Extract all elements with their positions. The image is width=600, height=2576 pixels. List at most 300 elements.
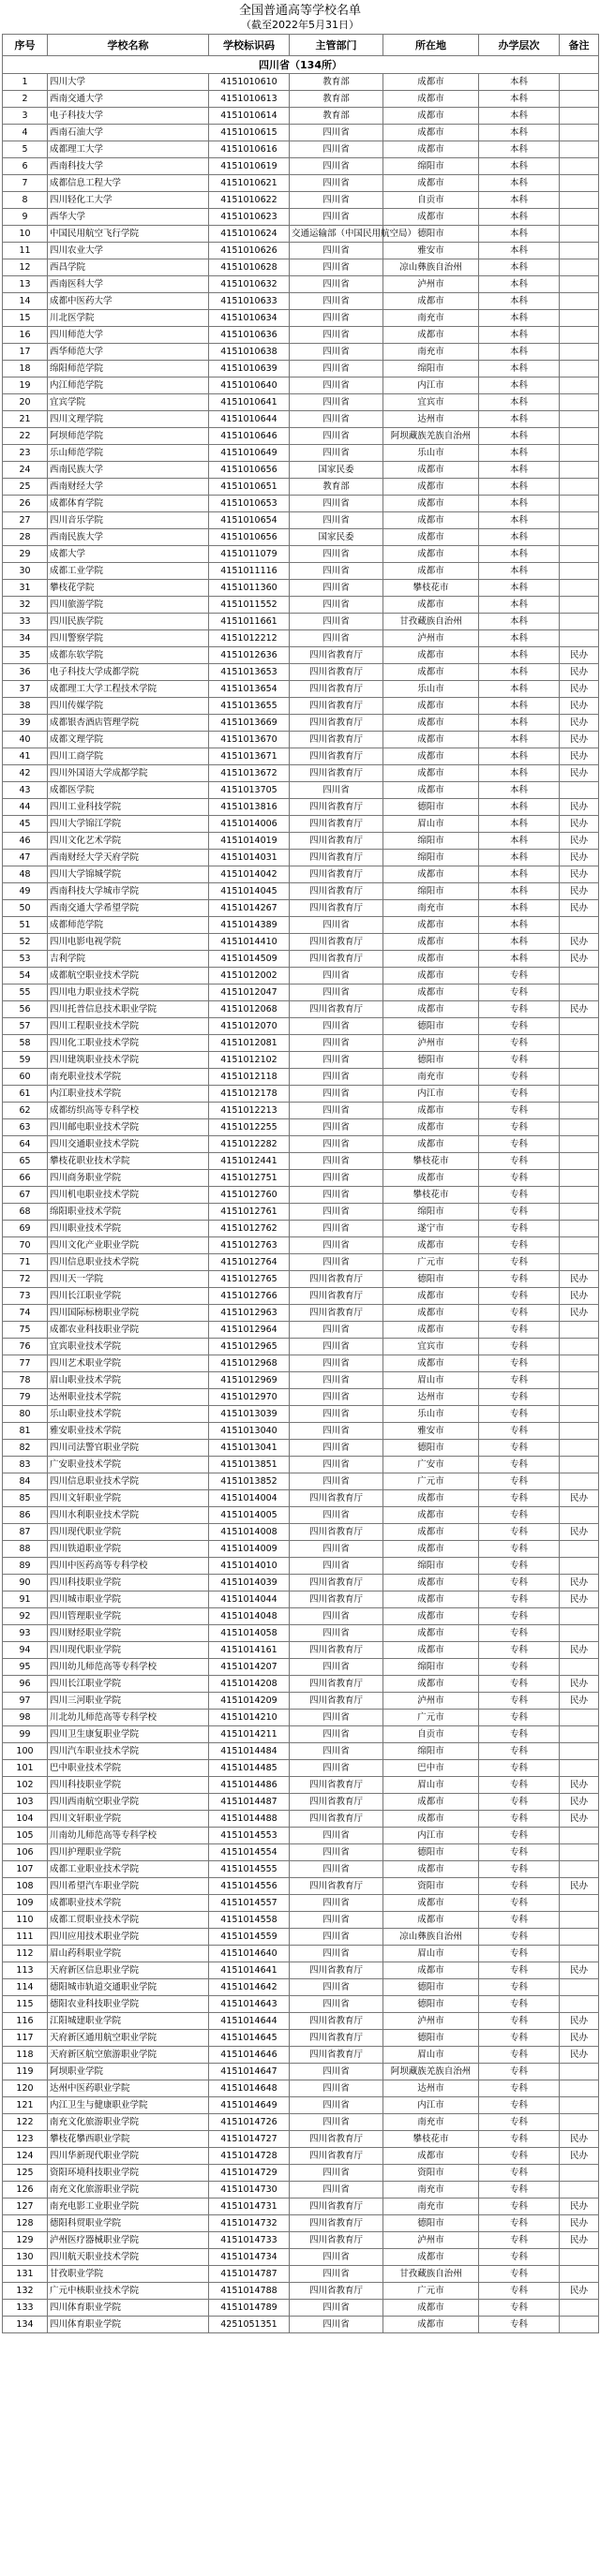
- cell-school-name: 四川艺术职业学院: [48, 1355, 209, 1372]
- cell-school-code: 4151012751: [209, 1170, 290, 1187]
- cell-school-name: 四川工商学院: [48, 748, 209, 765]
- cell-location: 成都市: [383, 1591, 479, 1608]
- cell-location: 成都市: [383, 512, 479, 529]
- cell-level: 专科: [479, 2182, 560, 2198]
- cell-index: 49: [3, 883, 48, 900]
- cell-index: 110: [3, 1912, 48, 1929]
- table-row: [3, 1895, 599, 1912]
- cell-location: 绵阳市: [383, 361, 479, 378]
- table-row: [3, 2232, 599, 2249]
- cell-authority: 四川省: [290, 1760, 383, 1777]
- cell-authority: 四川省: [290, 327, 383, 344]
- cell-index: 3: [3, 108, 48, 125]
- cell-remark: 民办: [560, 1591, 599, 1608]
- cell-school-code: 4151012070: [209, 1018, 290, 1035]
- cell-level: 专科: [479, 1962, 560, 1979]
- cell-authority: 四川省: [290, 1423, 383, 1440]
- cell-authority: 四川省: [290, 175, 383, 192]
- cell-location: 成都市: [383, 1119, 479, 1136]
- cell-school-name: 达州职业技术学院: [48, 1389, 209, 1406]
- table-row: [3, 2097, 599, 2114]
- cell-level: 专科: [479, 1103, 560, 1119]
- cell-school-name: 四川铁道职业学院: [48, 1541, 209, 1558]
- cell-location: 宜宾市: [383, 1339, 479, 1355]
- cell-remark: [560, 1136, 599, 1153]
- cell-location: 绵阳市: [383, 1204, 479, 1221]
- cell-school-code: 4151012282: [209, 1136, 290, 1153]
- cell-authority: 四川省教育厅: [290, 2047, 383, 2064]
- cell-school-code: 4151012255: [209, 1119, 290, 1136]
- cell-school-code: 4151014553: [209, 1828, 290, 1844]
- cell-remark: 民办: [560, 1811, 599, 1828]
- cell-school-name: 西南石油大学: [48, 125, 209, 141]
- table-row: [3, 2266, 599, 2283]
- cell-level: 本科: [479, 563, 560, 580]
- cell-authority: 四川省: [290, 1119, 383, 1136]
- cell-school-name: 四川文化产业职业学院: [48, 1237, 209, 1254]
- cell-location: 阿坝藏族羌族自治州: [383, 428, 479, 445]
- table-row: [3, 1693, 599, 1710]
- cell-location: 泸州市: [383, 2232, 479, 2249]
- cell-level: 专科: [479, 1086, 560, 1103]
- table-row: [3, 529, 599, 546]
- cell-school-name: 四川商务职业学院: [48, 1170, 209, 1187]
- cell-remark: [560, 1086, 599, 1103]
- table-row: [3, 765, 599, 782]
- cell-school-name: 成都农业科技职业学院: [48, 1322, 209, 1339]
- cell-school-code: 4151013852: [209, 1473, 290, 1490]
- table-row: [3, 1052, 599, 1069]
- cell-school-name: 德阳农业科技职业学院: [48, 1996, 209, 2013]
- cell-school-name: 四川卫生康复职业学院: [48, 1726, 209, 1743]
- cell-school-name: 眉山药科职业学院: [48, 1946, 209, 1962]
- cell-school-code: 4151010636: [209, 327, 290, 344]
- cell-remark: 民办: [560, 715, 599, 732]
- cell-level: 专科: [479, 1457, 560, 1473]
- cell-location: 成都市: [383, 1524, 479, 1541]
- cell-level: 专科: [479, 1659, 560, 1676]
- cell-remark: [560, 1541, 599, 1558]
- cell-school-name: 成都工业学院: [48, 563, 209, 580]
- cell-index: 74: [3, 1305, 48, 1322]
- university-table: [2, 34, 599, 2333]
- cell-remark: [560, 344, 599, 361]
- cell-level: 专科: [479, 1372, 560, 1389]
- cell-remark: [560, 496, 599, 512]
- cell-level: 本科: [479, 597, 560, 614]
- cell-school-code: 4151014644: [209, 2013, 290, 2030]
- cell-school-name: 四川邮电职业技术学院: [48, 1119, 209, 1136]
- cell-school-code: 4151014787: [209, 2266, 290, 2283]
- table-row: [3, 1743, 599, 1760]
- cell-level: 本科: [479, 833, 560, 850]
- cell-index: 109: [3, 1895, 48, 1912]
- cell-remark: [560, 1726, 599, 1743]
- cell-index: 132: [3, 2283, 48, 2300]
- cell-remark: 民办: [560, 681, 599, 698]
- cell-authority: 四川省: [290, 1743, 383, 1760]
- cell-location: 德阳市: [383, 226, 479, 243]
- table-row: [3, 1642, 599, 1659]
- cell-location: 内江市: [383, 1828, 479, 1844]
- cell-school-name: 四川现代职业学院: [48, 1642, 209, 1659]
- cell-school-name: 四川职业技术学院: [48, 1221, 209, 1237]
- cell-authority: 四川省: [290, 1912, 383, 1929]
- table-row: [3, 411, 599, 428]
- cell-level: 本科: [479, 327, 560, 344]
- cell-authority: 四川省: [290, 597, 383, 614]
- cell-school-code: 4151014555: [209, 1861, 290, 1878]
- cell-location: 成都市: [383, 866, 479, 883]
- table-row: [3, 664, 599, 681]
- cell-school-code: 4151014642: [209, 1979, 290, 1996]
- cell-level: 本科: [479, 799, 560, 816]
- cell-school-code: 4151014788: [209, 2283, 290, 2300]
- cell-authority: 四川省教育厅: [290, 2131, 383, 2148]
- cell-level: 专科: [479, 1507, 560, 1524]
- cell-remark: [560, 1457, 599, 1473]
- cell-school-code: 4151014646: [209, 2047, 290, 2064]
- cell-level: 专科: [479, 2317, 560, 2333]
- cell-school-name: 广安职业技术学院: [48, 1457, 209, 1473]
- cell-index: 68: [3, 1204, 48, 1221]
- cell-remark: [560, 91, 599, 108]
- cell-remark: 民办: [560, 698, 599, 715]
- cell-location: 成都市: [383, 1355, 479, 1372]
- cell-remark: 民办: [560, 833, 599, 850]
- table-row: [3, 1271, 599, 1288]
- cell-school-name: 吉利学院: [48, 951, 209, 968]
- cell-school-name: 南充文化旅游职业学院: [48, 2182, 209, 2198]
- cell-school-code: 4151012964: [209, 1322, 290, 1339]
- cell-index: 8: [3, 192, 48, 209]
- table-row: [3, 1794, 599, 1811]
- cell-school-code: 4151012213: [209, 1103, 290, 1119]
- cell-school-name: 成都工业职业技术学院: [48, 1861, 209, 1878]
- cell-index: 13: [3, 276, 48, 293]
- cell-remark: [560, 1187, 599, 1204]
- cell-school-name: 资阳环境科技职业学院: [48, 2165, 209, 2182]
- table-row: [3, 1676, 599, 1693]
- header-authority: 主管部门: [290, 35, 383, 56]
- cell-location: 成都市: [383, 141, 479, 158]
- table-row: [3, 799, 599, 816]
- cell-index: 104: [3, 1811, 48, 1828]
- cell-school-name: 四川希望汽车职业学院: [48, 1878, 209, 1895]
- cell-location: 成都市: [383, 293, 479, 310]
- cell-level: 专科: [479, 1018, 560, 1035]
- table-row: [3, 1946, 599, 1962]
- cell-school-name: 四川大学锦江学院: [48, 816, 209, 833]
- cell-school-code: 4151010653: [209, 496, 290, 512]
- cell-school-code: 4151014643: [209, 1996, 290, 2013]
- table-row: [3, 293, 599, 310]
- cell-authority: 四川省: [290, 1170, 383, 1187]
- cell-school-code: 4151013705: [209, 782, 290, 799]
- cell-index: 48: [3, 866, 48, 883]
- table-row: [3, 1929, 599, 1946]
- cell-level: 专科: [479, 1541, 560, 1558]
- cell-school-code: 4151014005: [209, 1507, 290, 1524]
- cell-school-name: 川北幼儿师范高等专科学校: [48, 1710, 209, 1726]
- cell-authority: 四川省: [290, 1136, 383, 1153]
- cell-remark: 民办: [560, 1878, 599, 1895]
- cell-index: 95: [3, 1659, 48, 1676]
- cell-authority: 四川省: [290, 546, 383, 563]
- cell-remark: 民办: [560, 934, 599, 951]
- table-row: [3, 428, 599, 445]
- cell-remark: [560, 1828, 599, 1844]
- cell-authority: 四川省: [290, 2064, 383, 2080]
- cell-school-code: 4151010641: [209, 394, 290, 411]
- cell-level: 本科: [479, 512, 560, 529]
- table-row: [3, 630, 599, 647]
- cell-school-code: 4151014649: [209, 2097, 290, 2114]
- cell-level: 本科: [479, 698, 560, 715]
- cell-remark: [560, 2266, 599, 2283]
- cell-school-name: 四川财经职业学院: [48, 1625, 209, 1642]
- cell-remark: [560, 276, 599, 293]
- cell-school-name: 四川轻化工大学: [48, 192, 209, 209]
- cell-remark: [560, 209, 599, 226]
- cell-authority: 四川省: [290, 158, 383, 175]
- cell-level: 本科: [479, 310, 560, 327]
- cell-authority: 四川省: [290, 2114, 383, 2131]
- table-row: [3, 2131, 599, 2148]
- cell-remark: [560, 2114, 599, 2131]
- cell-remark: 民办: [560, 765, 599, 782]
- cell-authority: 四川省: [290, 2182, 383, 2198]
- cell-level: 本科: [479, 428, 560, 445]
- table-row: [3, 1237, 599, 1254]
- cell-authority: 四川省: [290, 1625, 383, 1642]
- cell-index: 72: [3, 1271, 48, 1288]
- cell-authority: 四川省: [290, 259, 383, 276]
- cell-level: 专科: [479, 1693, 560, 1710]
- cell-school-code: 4151010613: [209, 91, 290, 108]
- cell-index: 63: [3, 1119, 48, 1136]
- table-row: [3, 2080, 599, 2097]
- cell-remark: 民办: [560, 1693, 599, 1710]
- cell-school-code: 4151010654: [209, 512, 290, 529]
- cell-authority: 四川省: [290, 1710, 383, 1726]
- table-row: [3, 2249, 599, 2266]
- cell-school-name: 西南财经大学天府学院: [48, 850, 209, 866]
- cell-school-code: 4151014509: [209, 951, 290, 968]
- table-row: [3, 512, 599, 529]
- cell-location: 成都市: [383, 1794, 479, 1811]
- cell-level: 本科: [479, 344, 560, 361]
- cell-school-code: 4151014557: [209, 1895, 290, 1912]
- cell-location: 甘孜藏族自治州: [383, 614, 479, 630]
- cell-index: 37: [3, 681, 48, 698]
- cell-remark: [560, 361, 599, 378]
- cell-location: 攀枝花市: [383, 1153, 479, 1170]
- cell-school-code: 4151012764: [209, 1254, 290, 1271]
- cell-index: 2: [3, 91, 48, 108]
- cell-index: 59: [3, 1052, 48, 1069]
- cell-school-name: 四川师范大学: [48, 327, 209, 344]
- cell-school-name: 成都中医药大学: [48, 293, 209, 310]
- cell-level: 专科: [479, 2047, 560, 2064]
- cell-remark: [560, 259, 599, 276]
- cell-school-name: 南充职业技术学院: [48, 1069, 209, 1086]
- cell-level: 本科: [479, 900, 560, 917]
- cell-authority: 四川省: [290, 1541, 383, 1558]
- cell-school-name: 四川天一学院: [48, 1271, 209, 1288]
- cell-school-code: 4151010651: [209, 479, 290, 496]
- cell-school-name: 四川电力职业技术学院: [48, 985, 209, 1001]
- cell-level: 专科: [479, 1878, 560, 1895]
- cell-authority: 四川省教育厅: [290, 2030, 383, 2047]
- cell-school-code: 4151012102: [209, 1052, 290, 1069]
- table-row: [3, 125, 599, 141]
- cell-location: 绵阳市: [383, 883, 479, 900]
- cell-school-name: 成都银杏酒店管理学院: [48, 715, 209, 732]
- cell-school-name: 四川工业科技学院: [48, 799, 209, 816]
- table-row: [3, 2064, 599, 2080]
- table-row: [3, 614, 599, 630]
- cell-location: 雅安市: [383, 1423, 479, 1440]
- page-subtitle: （截至2022年5月31日）: [241, 19, 359, 31]
- cell-authority: 四川省: [290, 1221, 383, 1237]
- cell-remark: 民办: [560, 664, 599, 681]
- cell-location: 广元市: [383, 1710, 479, 1726]
- table-row: [3, 1490, 599, 1507]
- table-row: [3, 816, 599, 833]
- table-row: [3, 2013, 599, 2030]
- cell-location: 泸州市: [383, 1693, 479, 1710]
- cell-index: 106: [3, 1844, 48, 1861]
- cell-authority: 四川省教育厅: [290, 681, 383, 698]
- cell-remark: 民办: [560, 2047, 599, 2064]
- cell-level: 本科: [479, 175, 560, 192]
- cell-index: 5: [3, 141, 48, 158]
- cell-level: 本科: [479, 108, 560, 125]
- cell-school-name: 四川水利职业技术学院: [48, 1507, 209, 1524]
- cell-level: 专科: [479, 2283, 560, 2300]
- cell-index: 134: [3, 2317, 48, 2333]
- cell-school-code: 4151013040: [209, 1423, 290, 1440]
- cell-authority: 四川省: [290, 782, 383, 799]
- table-row: [3, 91, 599, 108]
- cell-remark: 民办: [560, 647, 599, 664]
- cell-remark: [560, 226, 599, 243]
- cell-school-name: 西南交通大学: [48, 91, 209, 108]
- cell-location: 内江市: [383, 2097, 479, 2114]
- table-row: [3, 1962, 599, 1979]
- cell-school-code: 4151014641: [209, 1962, 290, 1979]
- cell-school-name: 中国民用航空飞行学院: [48, 226, 209, 243]
- cell-remark: [560, 141, 599, 158]
- cell-location: 成都市: [383, 715, 479, 732]
- cell-location: 南充市: [383, 2182, 479, 2198]
- cell-school-name: 南充文化旅游职业学院: [48, 2114, 209, 2131]
- cell-remark: 民办: [560, 2215, 599, 2232]
- cell-remark: [560, 1760, 599, 1777]
- cell-authority: 四川省: [290, 1103, 383, 1119]
- cell-index: 56: [3, 1001, 48, 1018]
- cell-level: 专科: [479, 2131, 560, 2148]
- cell-index: 64: [3, 1136, 48, 1153]
- cell-level: 专科: [479, 1001, 560, 1018]
- cell-school-name: 西昌学院: [48, 259, 209, 276]
- cell-remark: [560, 1861, 599, 1878]
- cell-school-name: 四川长江职业学院: [48, 1288, 209, 1305]
- cell-level: 本科: [479, 226, 560, 243]
- table-row: [3, 580, 599, 597]
- cell-location: 阿坝藏族羌族自治州: [383, 2064, 479, 2080]
- header-remark: 备注: [560, 35, 599, 56]
- table-row: [3, 1440, 599, 1457]
- table-row: [3, 276, 599, 293]
- cell-authority: 四川省教育厅: [290, 1693, 383, 1710]
- cell-level: 专科: [479, 2114, 560, 2131]
- cell-school-name: 成都工贸职业技术学院: [48, 1912, 209, 1929]
- cell-authority: 四川省教育厅: [290, 1777, 383, 1794]
- cell-remark: [560, 1153, 599, 1170]
- cell-level: 专科: [479, 1895, 560, 1912]
- cell-school-name: 江阳城建职业学院: [48, 2013, 209, 2030]
- cell-level: 专科: [479, 1811, 560, 1828]
- cell-level: 本科: [479, 883, 560, 900]
- cell-school-name: 乐山职业技术学院: [48, 1406, 209, 1423]
- cell-location: 成都市: [383, 327, 479, 344]
- table-row: [3, 209, 599, 226]
- cell-remark: [560, 1372, 599, 1389]
- cell-authority: 四川省: [290, 1895, 383, 1912]
- cell-school-name: 四川文化艺术学院: [48, 833, 209, 850]
- cell-school-code: 4151014031: [209, 850, 290, 866]
- cell-authority: 四川省: [290, 125, 383, 141]
- table-row: [3, 1204, 599, 1221]
- cell-location: 南充市: [383, 310, 479, 327]
- cell-level: 本科: [479, 934, 560, 951]
- cell-authority: 四川省: [290, 1659, 383, 1676]
- cell-authority: 四川省教育厅: [290, 2215, 383, 2232]
- cell-index: 61: [3, 1086, 48, 1103]
- cell-school-name: 四川传媒学院: [48, 698, 209, 715]
- cell-location: 攀枝花市: [383, 580, 479, 597]
- cell-school-code: 4151014731: [209, 2198, 290, 2215]
- cell-authority: 四川省教育厅: [290, 850, 383, 866]
- cell-index: 125: [3, 2165, 48, 2182]
- cell-school-name: 电子科技大学成都学院: [48, 664, 209, 681]
- cell-level: 专科: [479, 1490, 560, 1507]
- cell-remark: [560, 1052, 599, 1069]
- cell-location: 绵阳市: [383, 158, 479, 175]
- cell-index: 55: [3, 985, 48, 1001]
- cell-school-code: 4151014556: [209, 1878, 290, 1895]
- cell-school-code: 4151014208: [209, 1676, 290, 1693]
- cell-remark: 民办: [560, 2131, 599, 2148]
- cell-school-code: 4151011360: [209, 580, 290, 597]
- cell-level: 专科: [479, 1271, 560, 1288]
- table-row: [3, 1322, 599, 1339]
- cell-level: 专科: [479, 1642, 560, 1659]
- cell-school-code: 4151014267: [209, 900, 290, 917]
- cell-authority: 四川省: [290, 1558, 383, 1575]
- cell-level: 专科: [479, 1625, 560, 1642]
- cell-school-code: 4151014042: [209, 866, 290, 883]
- cell-level: 本科: [479, 91, 560, 108]
- cell-index: 81: [3, 1423, 48, 1440]
- cell-location: 成都市: [383, 175, 479, 192]
- cell-school-name: 天府新区航空旅游职业学院: [48, 2047, 209, 2064]
- cell-level: 本科: [479, 125, 560, 141]
- cell-school-code: 4151014640: [209, 1946, 290, 1962]
- cell-level: 专科: [479, 1423, 560, 1440]
